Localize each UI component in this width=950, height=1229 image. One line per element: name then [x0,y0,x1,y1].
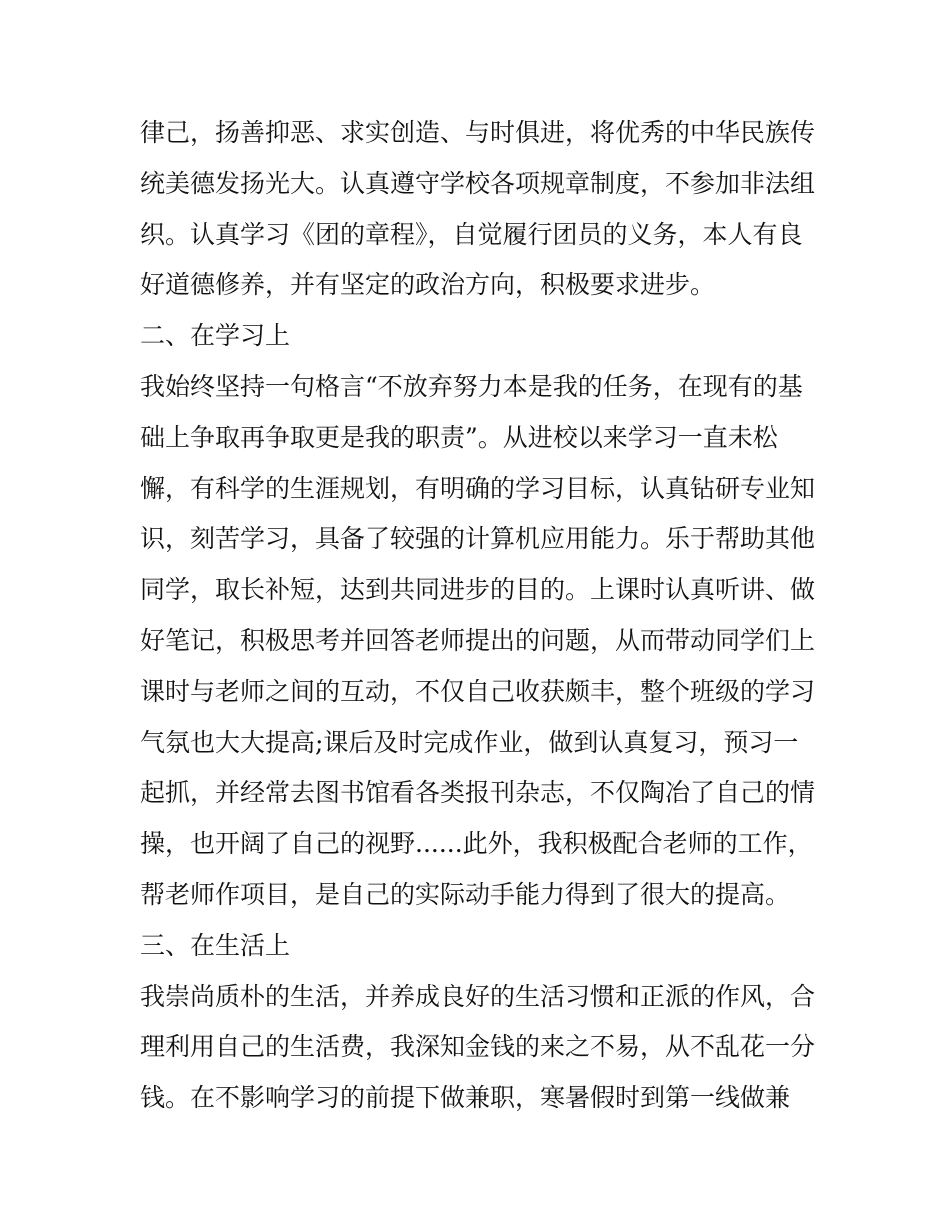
text-line: 懈，有科学的生涯规划，有明确的学习目标，认真钻研专业知 [140,473,816,503]
text-line: 理利用自己的生活费，我深知金钱的来之不易，从不乱花一分 [140,1032,816,1062]
text-line: 课时与老师之间的互动，不仅自己收获颇丰，整个班级的学习 [140,676,816,706]
text-line: 识，刻苦学习，具备了较强的计算机应用能力。乐于帮助其他 [140,524,816,554]
document-body [140,108,820,1124]
text-line: 气氛也大大提高;课后及时完成作业，做到认真复习，预习一 [140,727,799,757]
text-line: 操，也开阔了自己的视野......此外，我积极配合老师的工作， [140,829,813,859]
text-line: 律己，扬善抑恶、求实创造、与时俱进，将优秀的中华民族传 [140,118,816,147]
text-line: 帮老师作项目，是自己的实际动手能力得到了很大的提高。 [140,879,791,909]
text-line: 好道德修养，并有坚定的政治方向，积极要求进步。 [140,270,716,300]
section-heading-study: 二、在学习上 [140,321,291,351]
text-line: 统美德发扬光大。认真遵守学校各项规章制度，不参加非法组 [140,168,816,198]
text-line: 我始终坚持一句格言“不放弃努力本是我的任务，在现有的基 [140,371,803,401]
text-line: 织。认真学习《团的章程》，自觉履行团员的义务，本人有良 [140,219,803,249]
text-line: 钱。在不影响学习的前提下做兼职，寒暑假时到第一线做兼 [140,1083,791,1113]
section-heading-life: 三、在生活上 [140,930,291,960]
text-line: 起抓，并经常去图书馆看各类报刊杂志，不仅陶冶了自己的情 [140,778,816,808]
text-line: 好笔记，积极思考并回答老师提出的问题，从而带动同学们上 [140,625,816,655]
text-line: 同学，取长补短，达到共同进步的目的。上课时认真听讲、做 [140,575,816,605]
text-line: 础上争取再争取更是我的职责”。从进校以来学习一直未松 [140,422,778,452]
text-line: 我崇尚质朴的生活，并养成良好的生活习惯和正派的作风，合 [140,981,816,1011]
